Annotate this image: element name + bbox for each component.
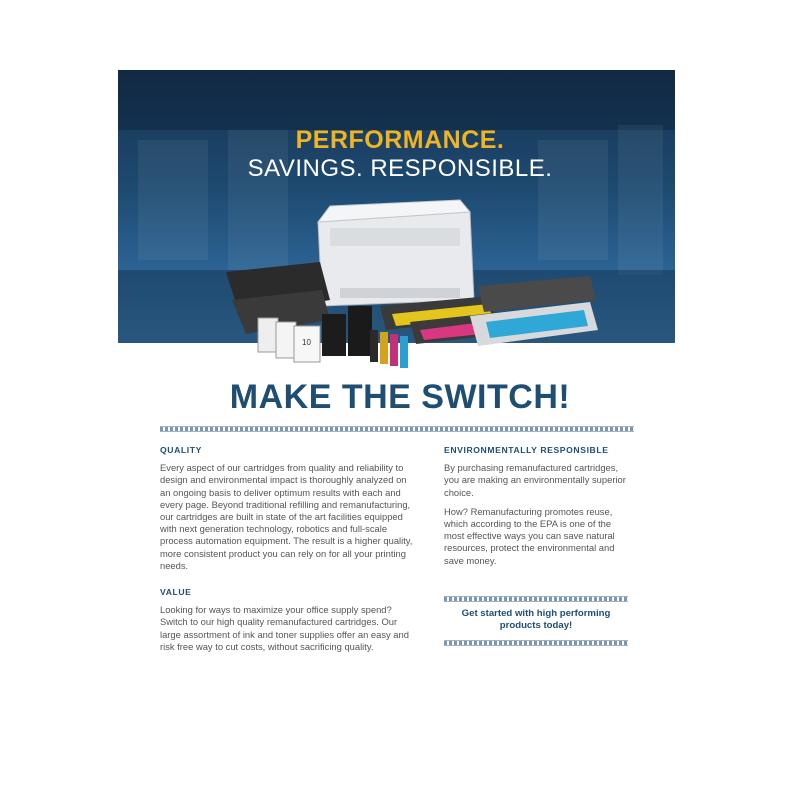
title-divider bbox=[160, 426, 634, 432]
value-body: Looking for ways to maximize your office supply spend? Switch to our high quality remanufactured cartridges. Our large assortment of ink and toner supplies offer an easy and risk free way to cut costs, without sacrificing quality. bbox=[160, 604, 409, 652]
banner-headline-performance: PERFORMANCE. bbox=[295, 126, 505, 154]
printer-illustration bbox=[318, 200, 474, 306]
environment-body-2: How? Remanufacturing promotes reuse, which according to the EPA is one of the most effective ways you can save natural resources, protect the environmental and save money. bbox=[444, 505, 615, 566]
cta-divider-bottom bbox=[444, 640, 628, 646]
cta-text: Get started with high performing products today! bbox=[461, 608, 611, 631]
environment-heading: ENVIRONMENTALLY RESPONSIBLE bbox=[444, 445, 609, 455]
left-column bbox=[160, 444, 418, 660]
quality-body: Every aspect of our cartridges from quality and reliability to design and environmental impact is thoroughly analyzed on an ongoing basis to deliver optimum results with each and every page. Beyond traditional refilling and remanufacturing, our cartridges are built in state of the art facilities equipped with next generation technology, robotics and full-scale process automation equipment. The result is a higher quality, more consistent product you can rely on for all your printing needs. bbox=[160, 462, 413, 571]
environment-body-1: By purchasing remanufactured cartridges, you are making an environmentally superior choice. bbox=[444, 462, 626, 498]
cartridge-label-10: 10 bbox=[302, 338, 311, 347]
value-heading: VALUE bbox=[160, 587, 192, 598]
cta-divider-top bbox=[444, 596, 628, 602]
banner-headline-savings: SAVINGS. RESPONSIBLE. bbox=[247, 155, 553, 182]
page-title: MAKE THE SWITCH! bbox=[229, 378, 571, 416]
right-column bbox=[444, 444, 634, 574]
quality-heading: QUALITY bbox=[160, 445, 202, 455]
